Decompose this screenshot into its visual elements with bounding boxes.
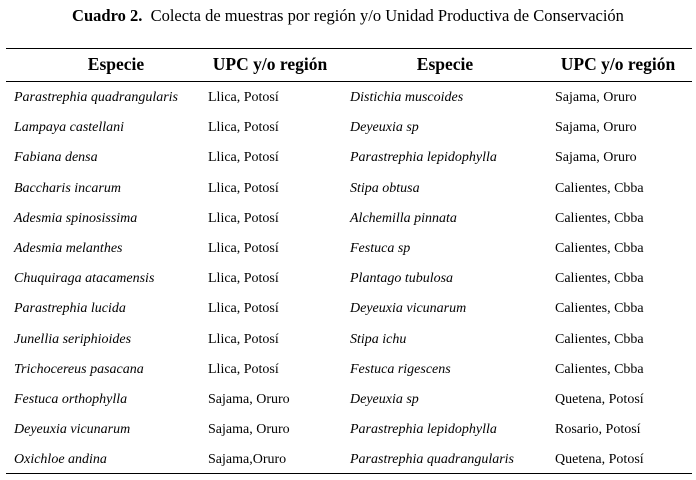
region-cell: Calientes, Cbba [555, 180, 644, 196]
region-cell: Llica, Potosí [208, 120, 279, 136]
header-especie-left: Especie [87, 54, 145, 74]
table-row [0, 295, 696, 325]
caption-label: Cuadro 2. [72, 6, 143, 25]
header-upc-region-right: UPC y/o región [560, 54, 676, 74]
caption-text: Colecta de muestras por región y/o Unidad Productiva de Conservación [150, 6, 624, 25]
species-cell: Trichocereus pasacana [14, 361, 144, 377]
table-row [0, 446, 696, 476]
table-row [0, 326, 696, 356]
table-row [0, 84, 696, 114]
region-cell: Llica, Potosí [208, 331, 279, 347]
region-cell: Calientes, Cbba [555, 240, 644, 256]
header-especie-right: Especie [416, 54, 474, 74]
species-cell: Fabiana densa [14, 150, 98, 166]
region-cell: Rosario, Potosí [555, 422, 641, 438]
region-cell: Llica, Potosí [208, 150, 279, 166]
table-row [0, 144, 696, 174]
table-caption [0, 6, 696, 26]
table-row [0, 114, 696, 144]
table-row [0, 265, 696, 295]
species-cell: Festuca sp [350, 240, 411, 256]
species-cell: Lampaya castellani [14, 120, 125, 136]
species-cell: Distichia muscoides [350, 90, 464, 105]
table-row [0, 416, 696, 446]
species-cell: Oxichloe andina [14, 452, 107, 468]
species-cell: Parastrephia lucida [14, 301, 126, 317]
species-cell: Deyeuxia vicunarum [14, 422, 131, 438]
table-body [0, 84, 696, 476]
table-row [0, 356, 696, 386]
region-cell: Llica, Potosí [208, 180, 279, 196]
table-bottom-rule [6, 473, 692, 474]
region-cell: Calientes, Cbba [555, 301, 644, 317]
region-cell: Llica, Potosí [208, 361, 279, 377]
species-cell: Parastrephia lepidophylla [350, 422, 497, 438]
table-header-row [0, 54, 696, 78]
region-cell: Sajama, Oruro [555, 150, 637, 166]
region-cell: Llica, Potosí [208, 210, 279, 226]
table-row [0, 205, 696, 235]
species-cell: Festuca orthophylla [14, 391, 128, 407]
species-cell: Adesmia melanthes [14, 240, 123, 256]
region-cell: Quetena, Potosí [555, 391, 644, 407]
species-cell: Stipa ichu [350, 331, 407, 347]
species-cell: Baccharis incarum [14, 180, 121, 196]
header-upc-region-left: UPC y/o región [212, 54, 328, 74]
species-cell: Chuquiraga atacamensis [14, 271, 155, 287]
table-header-rule [6, 81, 692, 82]
region-cell: Sajama,Oruro [208, 452, 287, 468]
species-cell: Parastrephia quadrangularis [14, 90, 178, 105]
species-cell: Deyeuxia vicunarum [350, 301, 467, 317]
species-cell: Adesmia spinosissima [14, 210, 138, 226]
table-top-rule [6, 48, 692, 49]
species-cell: Alchemilla pinnata [350, 210, 457, 226]
species-cell: Stipa obtusa [350, 180, 420, 196]
species-cell: Plantago tubulosa [350, 271, 454, 287]
table-row [0, 386, 696, 416]
region-cell: Llica, Potosí [208, 271, 279, 287]
region-cell: Llica, Potosí [208, 90, 279, 105]
species-cell: Junellia seriphioides [14, 331, 132, 347]
species-cell: Parastrephia quadrangularis [350, 452, 514, 468]
table-row [0, 235, 696, 265]
region-cell: Llica, Potosí [208, 301, 279, 317]
region-cell: Sajama, Oruro [208, 391, 290, 407]
region-cell: Sajama, Oruro [555, 90, 637, 105]
species-cell: Deyeuxia sp [350, 391, 419, 407]
region-cell: Calientes, Cbba [555, 210, 644, 226]
region-cell: Sajama, Oruro [555, 120, 637, 136]
region-cell: Calientes, Cbba [555, 331, 644, 347]
species-cell: Parastrephia lepidophylla [350, 150, 497, 166]
region-cell: Sajama, Oruro [208, 422, 290, 438]
region-cell: Calientes, Cbba [555, 271, 644, 287]
region-cell: Calientes, Cbba [555, 361, 644, 377]
species-cell: Festuca rigescens [350, 361, 451, 377]
species-cell: Deyeuxia sp [350, 120, 419, 136]
region-cell: Quetena, Potosí [555, 452, 644, 468]
table-row [0, 175, 696, 205]
region-cell: Llica, Potosí [208, 240, 279, 256]
